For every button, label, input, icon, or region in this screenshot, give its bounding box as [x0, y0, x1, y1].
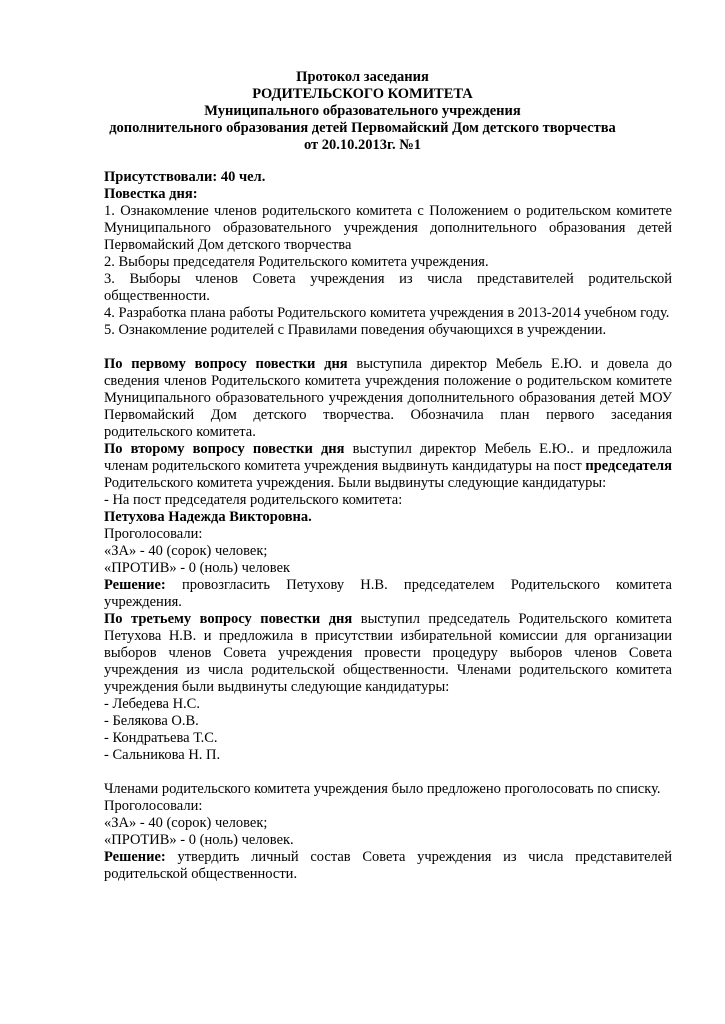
agenda-title: Повестка дня:	[104, 186, 198, 202]
agenda-item: 2. Выборы председателя Родительского комитета учреждения.	[104, 254, 489, 270]
protocol-body	[104, 169, 672, 883]
question-3-paragraph	[104, 611, 672, 696]
question-1-paragraph	[104, 356, 672, 441]
header-committee: РОДИТЕЛЬСКОГО КОМИТЕТА	[252, 86, 473, 102]
vote-against: «ПРОТИВ» - 0 (ноль) человек	[104, 560, 291, 576]
agenda-item: 1. Ознакомление членов родительского комитета с Положением о родительском комитете Муниципального образовательного учреждения дополнительного образования детей Первомайский Дом детского творчества	[104, 203, 672, 253]
question-2-paragraph	[104, 441, 672, 492]
vote-against: «ПРОТИВ» - 0 (ноль) человек.	[104, 832, 294, 848]
vote-for: «ЗА» - 40 (сорок) человек;	[104, 543, 268, 559]
vote-heading: Проголосовали:	[104, 526, 203, 542]
decision-text: провозгласить Петухову Н.В. председателем Родительского комитета учреждения.	[104, 577, 672, 610]
question-1-text: выступила директор Мебель Е.Ю. и довела до сведения членов Родительского комитета учреждения положение о родительском комитете Муниципального образовательного учреждения дополнительного образования детей МОУ Первомайский Дом детского творчества. Обозначила план первого заседания родительского комитета.	[104, 356, 672, 440]
chairman-post: - На пост председателя родительского комитета:	[104, 492, 403, 508]
question-3-label: По третьему вопросу повестки дня	[104, 611, 353, 627]
decision-label: Решение:	[104, 577, 166, 593]
header-institution: Муниципального образовательного учреждения	[204, 103, 521, 119]
question-1-label: По первому вопросу повестки дня	[104, 356, 348, 372]
protocol-header	[0, 69, 725, 154]
vote-heading: Проголосовали:	[104, 798, 203, 814]
council-candidate: - Сальникова Н. П.	[104, 747, 221, 763]
council-candidate: - Кондратьева Т.С.	[104, 730, 218, 746]
proposal-text: Членами родительского комитета учреждения было предложено проголосовать по списку.	[104, 781, 661, 797]
question-2-bold: председателя	[585, 458, 672, 474]
vote-for: «ЗА» - 40 (сорок) человек;	[104, 815, 268, 831]
decision-3	[104, 849, 672, 883]
decision-2	[104, 577, 672, 611]
spacer	[104, 339, 672, 356]
council-candidate: - Белякова О.В.	[104, 713, 199, 729]
decision-label: Решение:	[104, 849, 166, 865]
question-2-label: По второму вопросу повестки дня	[104, 441, 345, 457]
header-title: Протокол заседания	[296, 69, 429, 85]
question-2-text: выступил директор Мебель Е.Ю.. и предложила членам родительского комитета учреждения выдвинуть кандидатуры на пост	[104, 441, 672, 474]
decision-text: утвердить личный состав Совета учреждения из числа представителей родительской общественности.	[104, 849, 672, 882]
question-2-text-cont: Родительского комитета учреждения. Были выдвинуты следующие кандидатуры:	[104, 475, 607, 491]
agenda-item: 5. Ознакомление родителей с Правилами поведения обучающихся в учреждении.	[104, 322, 607, 338]
spacer	[104, 764, 672, 781]
agenda-item: 4. Разработка плана работы Родительского комитета учреждения в 2013-2014 учебном году.	[104, 305, 670, 321]
council-candidate: - Лебедева Н.С.	[104, 696, 200, 712]
header-institution-full: дополнительного образования детей Первомайский Дом детского творчества	[109, 120, 616, 136]
header-date: от 20.10.2013г. №1	[303, 137, 422, 153]
chairman-candidate: Петухова Надежда Викторовна.	[104, 509, 312, 525]
agenda-item: 3. Выборы членов Совета учреждения из числа представителей родительской общественности.	[104, 271, 672, 304]
question-3-text: выступил председатель Родительского комитета Петухова Н.В. и предложила в присутствии избирательной комиссии для организации выборов членов Совета учреждения провести процедуру выборов членов Совета учреждения из числа родительской общественности. Членами родительского комитета учреждения были выдвинуты следующие кандидатуры:	[104, 611, 672, 695]
present-count: Присутствовали: 40 чел.	[104, 169, 266, 185]
